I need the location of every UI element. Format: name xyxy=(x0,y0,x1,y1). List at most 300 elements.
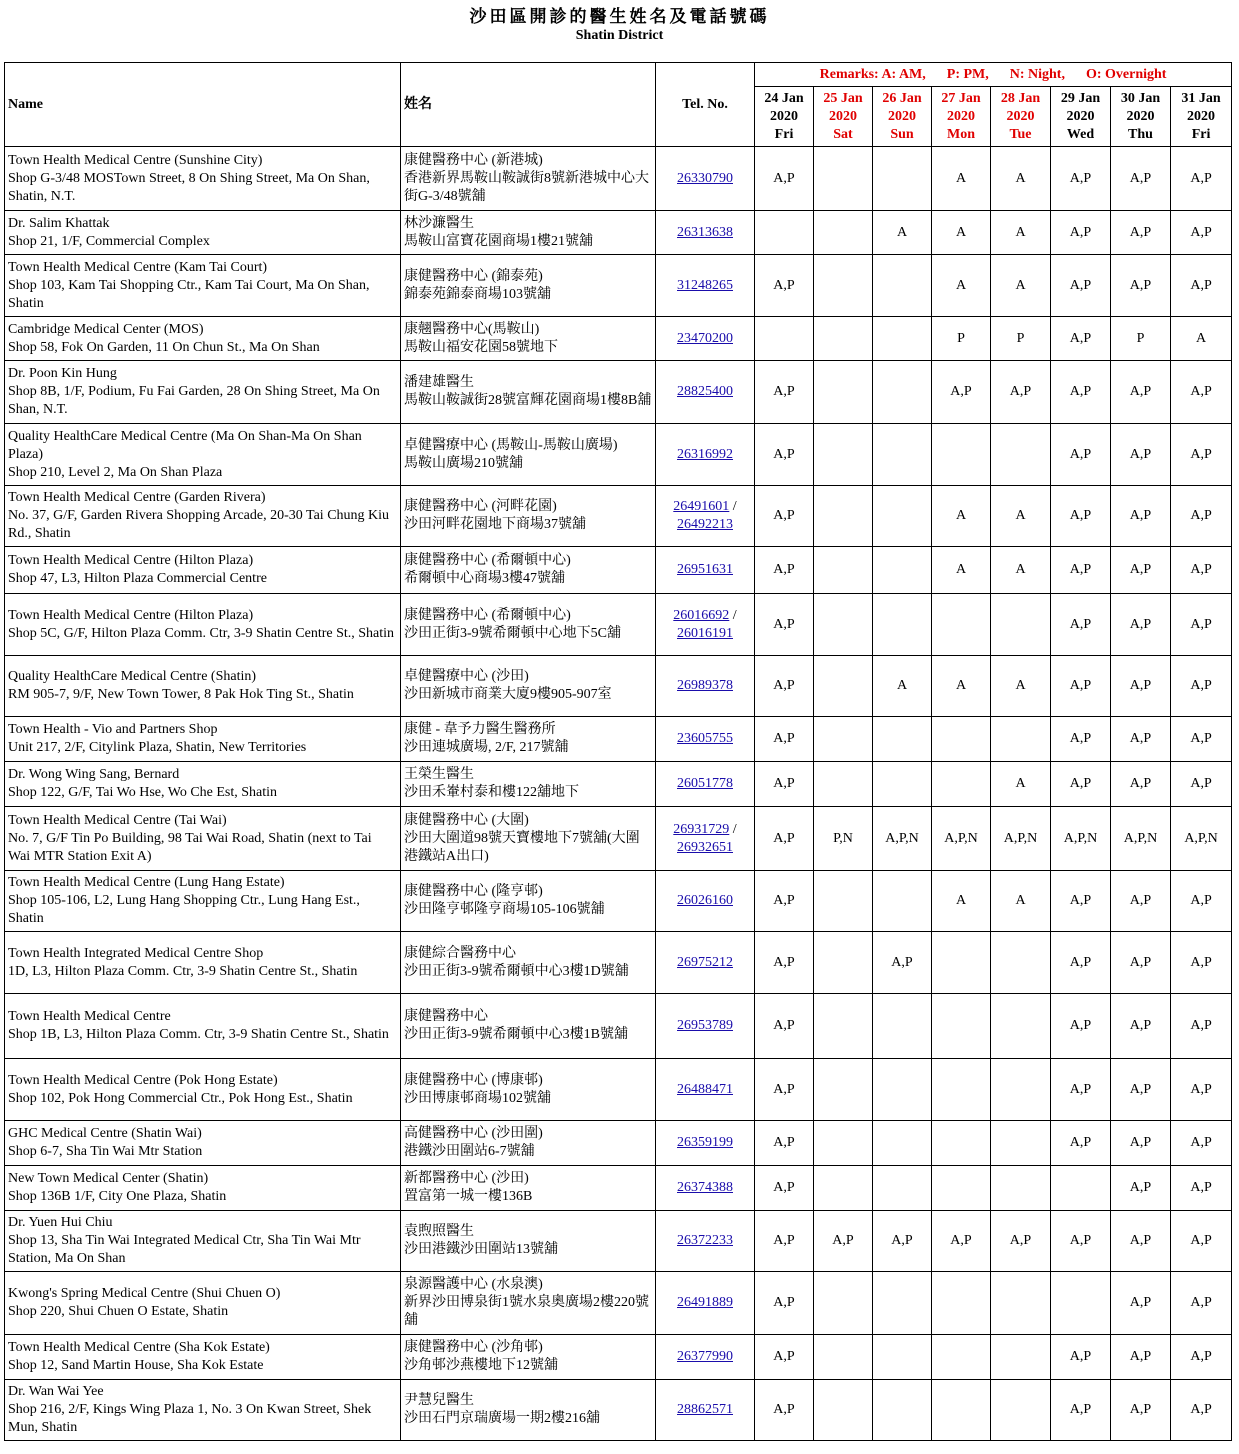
clinic-name: Town Health Medical Centre (Garden Rivera) No. 37, G/F, Garden Rivera Shopping Arcade, 20-30 Tai Chung Kiu Rd., Shatin xyxy=(5,486,401,547)
session-cell xyxy=(814,717,873,762)
session-cell: A,P xyxy=(1171,211,1232,255)
date-header-year: 2020 xyxy=(829,108,857,124)
session-cell xyxy=(814,1380,873,1441)
page-title-en: Shatin District xyxy=(575,28,664,43)
session-cell xyxy=(873,1380,932,1441)
session-cell: A xyxy=(932,656,991,717)
session-cell xyxy=(991,1272,1051,1335)
session-cell: A,P xyxy=(1111,762,1171,807)
clinic-name: Town Health Medical Centre (Pok Hong Estate) Shop 102, Pok Hong Commercial Ctr., Pok Hong Est., Shatin xyxy=(5,1059,401,1121)
date-header-wd: Sat xyxy=(833,126,853,142)
tel-link[interactable]: 26316992 xyxy=(677,446,733,462)
clinic-name: Town Health Integrated Medical Centre Shop 1D, L3, Hilton Plaza Comm. Ctr, 3-9 Shatin Centre St., Shatin xyxy=(5,932,401,994)
clinic-name: Kwong's Spring Medical Centre (Shui Chuen O) Shop 220, Shui Chuen O Estate, Shatin xyxy=(5,1272,401,1335)
session-cell xyxy=(932,594,991,656)
session-cell xyxy=(873,994,932,1059)
session-cell xyxy=(814,361,873,424)
clinic-name-zh: 高健醫務中心 (沙田圍) 港鐵沙田圍站6-7號舖 xyxy=(401,1121,656,1166)
tel-link[interactable]: 26377990 xyxy=(677,1349,733,1364)
date-header-year: 2020 xyxy=(1126,108,1155,124)
clinic-name-zh: 潘建雄醫生 馬鞍山鞍誠街28號富輝花園商場1樓8B舖 xyxy=(401,361,656,424)
session-cell xyxy=(932,1059,991,1121)
tel-link[interactable]: 31248265 xyxy=(677,277,733,293)
clinic-name: Town Health Medical Centre (Tai Wai) No. 7, G/F Tin Po Building, 98 Tai Wai Road, Shatin (next to Tai Wai MTR Station Exit A) xyxy=(5,807,401,871)
session-cell: A,P xyxy=(1051,486,1111,547)
table-row xyxy=(5,424,1232,486)
clinic-name-zh: 康健 - 韋予力醫生醫務所 沙田連城廣場, 2/F, 217號舖 xyxy=(401,717,656,762)
session-cell xyxy=(814,994,873,1059)
clinic-name-zh: 康健醫務中心 (錦泰苑) 錦泰苑錦泰商場103號舖 xyxy=(401,255,656,317)
session-cell: A,P xyxy=(1171,1166,1232,1211)
session-cell xyxy=(814,594,873,656)
session-cell: A,P xyxy=(991,361,1051,424)
session-cell: A,P xyxy=(755,1211,814,1272)
session-cell xyxy=(991,424,1051,486)
clinic-name: Quality HealthCare Medical Centre (Shatin) RM 905-7, 9/F, New Town Tower, 8 Pak Hok Ting St., Shatin xyxy=(5,656,401,717)
session-cell xyxy=(814,871,873,932)
tel-cell xyxy=(656,932,755,994)
clinic-name-zh: 康健醫務中心 (沙角邨) 沙角邨沙燕樓地下12號舖 xyxy=(401,1335,656,1380)
session-cell: A,P xyxy=(814,1211,873,1272)
session-cell: A,P xyxy=(1171,361,1232,424)
tel-cell xyxy=(656,361,755,424)
tel-link[interactable]: 26491889 xyxy=(677,1295,733,1310)
tel-link[interactable]: 26953789 xyxy=(677,1018,733,1033)
session-cell: A,P xyxy=(1171,255,1232,317)
session-cell: A,P xyxy=(1171,1272,1232,1335)
session-cell xyxy=(991,994,1051,1059)
session-cell: A,P xyxy=(1051,424,1111,486)
date-header-year: 2020 xyxy=(1066,108,1095,124)
clinic-name-zh: 康健醫務中心 (博康邨) 沙田博康邨商場102號舖 xyxy=(401,1059,656,1121)
table-row xyxy=(5,1211,1232,1272)
session-cell: A,P xyxy=(1171,717,1232,762)
date-header-wd: Fri xyxy=(774,126,794,142)
date-header-day: 24 Jan xyxy=(764,90,804,106)
date-header-day: 30 Jan xyxy=(1120,90,1161,106)
session-cell xyxy=(873,424,932,486)
session-cell xyxy=(873,717,932,762)
tel-link[interactable]: 26932651 xyxy=(677,839,733,855)
session-cell xyxy=(991,1166,1051,1211)
date-header-day: 25 Jan xyxy=(823,90,863,106)
session-cell: A,P xyxy=(1111,1380,1171,1441)
session-cell: A,P xyxy=(1111,424,1171,486)
session-cell: A xyxy=(932,871,991,932)
session-cell: A,P xyxy=(1171,147,1232,211)
clinic-name-zh: 康健醫務中心 (河畔花園) 沙田河畔花園地下商場37號舖 xyxy=(401,486,656,547)
tel-link[interactable]: 26359199 xyxy=(677,1135,733,1150)
session-cell: A,P xyxy=(1171,1121,1232,1166)
date-header-wd: Thu xyxy=(1128,126,1153,142)
session-cell: A,P xyxy=(1051,656,1111,717)
date-header-wd: Tue xyxy=(1009,126,1032,142)
date-header-year: 2020 xyxy=(947,108,975,124)
tel-cell xyxy=(656,255,755,317)
tel-cell xyxy=(656,871,755,932)
table-row xyxy=(5,486,1232,547)
session-cell xyxy=(873,762,932,807)
session-cell: A,P xyxy=(755,547,814,594)
session-cell xyxy=(932,1272,991,1335)
session-cell: A,P xyxy=(1111,1121,1171,1166)
session-cell xyxy=(814,147,873,211)
table-row xyxy=(5,1335,1232,1380)
date-header xyxy=(1171,87,1232,147)
session-cell: P,N xyxy=(814,807,873,871)
session-cell xyxy=(873,871,932,932)
session-cell: A xyxy=(991,762,1051,807)
table-row xyxy=(5,1059,1232,1121)
date-header-wd: Wed xyxy=(1066,126,1095,142)
tel-cell xyxy=(656,762,755,807)
session-cell: A,P xyxy=(1171,1335,1232,1380)
clinic-name: Town Health Medical Centre (Hilton Plaza) Shop 47, L3, Hilton Plaza Commercial Centre xyxy=(5,547,401,594)
session-cell: P xyxy=(991,317,1051,361)
clinic-name: Dr. Wong Wing Sang, Bernard Shop 122, G/F, Tai Wo Hse, Wo Che Est, Shatin xyxy=(5,762,401,807)
session-cell: A,P xyxy=(1051,1211,1111,1272)
tel-link[interactable]: 26931729 xyxy=(673,821,730,837)
date-header-day: 27 Jan xyxy=(941,90,981,106)
session-cell: A,P xyxy=(1051,361,1111,424)
tel-cell xyxy=(656,1380,755,1441)
tel-cell xyxy=(656,1211,755,1272)
session-cell: P xyxy=(1111,317,1171,361)
tel-link[interactable]: 26016191 xyxy=(677,625,733,641)
session-cell: A,P xyxy=(1051,871,1111,932)
session-cell xyxy=(873,147,932,211)
tel-cell xyxy=(656,1059,755,1121)
date-header xyxy=(814,87,873,147)
column-header-name-zh: 姓名 xyxy=(401,63,656,147)
session-cell xyxy=(814,762,873,807)
date-header xyxy=(1051,87,1111,147)
clinic-name: Town Health Medical Centre (Lung Hang Estate) Shop 105-106, L2, Lung Hang Shopping Ctr., Lung Hang Est., Shatin xyxy=(5,871,401,932)
tel-cell xyxy=(656,656,755,717)
table-row xyxy=(5,762,1232,807)
session-cell: A xyxy=(991,547,1051,594)
clinic-name-zh: 康健醫務中心 沙田正街3-9號希爾頓中心3樓1B號舖 xyxy=(401,994,656,1059)
session-cell xyxy=(814,656,873,717)
tel-link[interactable]: 26372233 xyxy=(677,1233,733,1248)
table-row xyxy=(5,211,1232,255)
tel-link[interactable]: 26951631 xyxy=(677,562,733,577)
tel-link[interactable]: 28862571 xyxy=(677,1402,733,1417)
session-cell: A,P xyxy=(1051,717,1111,762)
tel-cell xyxy=(656,994,755,1059)
clinic-name-zh: 袁煦照醫生 沙田港鐵沙田圍站13號舖 xyxy=(401,1211,656,1272)
session-cell: A xyxy=(991,211,1051,255)
table-row xyxy=(5,317,1232,361)
table-row xyxy=(5,807,1232,871)
clinic-name-zh: 卓健醫療中心 (馬鞍山-馬鞍山廣場) 馬鞍山廣場210號舖 xyxy=(401,424,656,486)
session-cell: A,P xyxy=(755,994,814,1059)
session-cell: A,P xyxy=(1051,147,1111,211)
session-cell xyxy=(814,317,873,361)
column-header-name: Name xyxy=(5,63,401,147)
clinic-name-zh: 康健醫務中心 (大圍) 沙田大圍道98號天寶樓地下7號舖(大圍港鐵站A出口) xyxy=(401,807,656,871)
session-cell: P xyxy=(932,317,991,361)
clinic-name-zh: 泉源醫護中心 (水泉澳) 新界沙田博泉街1號水泉奧廣場2樓220號舖 xyxy=(401,1272,656,1335)
session-cell: A,P xyxy=(755,424,814,486)
tel-cell xyxy=(656,1272,755,1335)
session-cell xyxy=(932,1380,991,1441)
tel-link[interactable]: 26330790 xyxy=(677,170,733,186)
session-cell xyxy=(873,1166,932,1211)
session-cell: A,P xyxy=(755,361,814,424)
session-cell: A xyxy=(991,656,1051,717)
clinic-name-zh: 康健醫務中心 (隆亨邨) 沙田隆亨邨隆亨商場105-106號舖 xyxy=(401,871,656,932)
clinic-name: Town Health Medical Centre (Sunshine City) Shop G-3/48 MOSTown Street, 8 On Shing Street, Ma On Shan, Shatin, N.T. xyxy=(5,147,401,211)
session-cell: A,P xyxy=(1051,547,1111,594)
session-cell xyxy=(873,594,932,656)
tel-link[interactable]: 26975212 xyxy=(677,954,733,970)
session-cell: A,P xyxy=(1111,1059,1171,1121)
tel-cell: 26016692 / 26016191 xyxy=(656,594,755,656)
table-row xyxy=(5,656,1232,717)
session-cell: A,P xyxy=(1171,656,1232,717)
tel-link[interactable]: 26491601 xyxy=(673,499,730,514)
tel-cell xyxy=(656,717,755,762)
table-row xyxy=(5,994,1232,1059)
tel-link[interactable]: 26313638 xyxy=(677,224,733,240)
session-cell: A,P xyxy=(1171,994,1232,1059)
session-cell: A,P xyxy=(755,871,814,932)
tel-cell xyxy=(656,1166,755,1211)
session-cell xyxy=(873,1121,932,1166)
session-cell xyxy=(814,424,873,486)
session-cell: A,P xyxy=(1111,994,1171,1059)
clinic-name: Town Health - Vio and Partners Shop Unit 217, 2/F, Citylink Plaza, Shatin, New Territories xyxy=(5,717,401,762)
session-cell: A,P xyxy=(1171,1380,1232,1441)
session-cell xyxy=(814,547,873,594)
clinic-name: Town Health Medical Centre Shop 1B, L3, Hilton Plaza Comm. Ctr, 3-9 Shatin Centre St., Shatin xyxy=(5,994,401,1059)
tel-link[interactable]: 23470200 xyxy=(677,330,733,346)
session-cell: A,P,N xyxy=(1171,807,1232,871)
clinic-name-zh: 卓健醫療中心 (沙田) 沙田新城市商業大廈9樓905-907室 xyxy=(401,656,656,717)
session-cell: A,P xyxy=(1111,1211,1171,1272)
tel-cell xyxy=(656,547,755,594)
tel-cell xyxy=(656,1335,755,1380)
session-cell: A,P xyxy=(1051,932,1111,994)
session-cell: A,P xyxy=(1171,547,1232,594)
tel-cell xyxy=(656,317,755,361)
date-header-year: 2020 xyxy=(770,108,798,124)
session-cell: A,P xyxy=(1051,255,1111,317)
session-cell: A xyxy=(991,147,1051,211)
session-cell xyxy=(873,1272,932,1335)
session-cell: A,P xyxy=(932,1211,991,1272)
date-header-day: 29 Jan xyxy=(1060,90,1101,106)
date-header xyxy=(1111,87,1171,147)
session-cell: A,P xyxy=(1051,1059,1111,1121)
session-cell: A,P xyxy=(755,147,814,211)
table-row xyxy=(5,361,1232,424)
session-cell: A,P xyxy=(1051,211,1111,255)
date-header-day: 26 Jan xyxy=(882,90,922,106)
session-cell xyxy=(873,317,932,361)
date-header-wd: Sun xyxy=(890,126,914,142)
session-cell: A xyxy=(873,211,932,255)
session-cell xyxy=(991,1121,1051,1166)
tel-link[interactable]: 26026160 xyxy=(677,893,733,908)
clinic-name-zh: 新都醫務中心 (沙田) 置富第一城一樓136B xyxy=(401,1166,656,1211)
session-cell: A xyxy=(1171,317,1232,361)
session-cell: A,P xyxy=(1111,547,1171,594)
session-cell: A,P,N xyxy=(991,807,1051,871)
clinic-name: GHC Medical Centre (Shatin Wai) Shop 6-7, Sha Tin Wai Mtr Station xyxy=(5,1121,401,1166)
session-cell: A,P xyxy=(1111,1166,1171,1211)
date-header xyxy=(991,87,1051,147)
date-header-day: 28 Jan xyxy=(1000,90,1041,106)
session-cell: A,P xyxy=(1111,656,1171,717)
date-header-year: 2020 xyxy=(888,108,916,124)
tel-link[interactable]: 26016692 xyxy=(673,607,730,623)
session-cell: A xyxy=(991,486,1051,547)
date-header xyxy=(873,87,932,147)
page-header xyxy=(0,0,1239,52)
session-cell: A,P,N xyxy=(1051,807,1111,871)
table-row xyxy=(5,594,1232,656)
session-cell: A,P xyxy=(1171,486,1232,547)
session-cell: A xyxy=(932,147,991,211)
session-cell xyxy=(991,1335,1051,1380)
session-cell: A,P xyxy=(1171,1211,1232,1272)
session-cell: A,P xyxy=(755,1166,814,1211)
session-cell: A,P xyxy=(1051,1121,1111,1166)
table-row xyxy=(5,147,1232,211)
table-row xyxy=(5,1121,1232,1166)
session-cell: A,P xyxy=(1111,932,1171,994)
session-cell: A xyxy=(932,486,991,547)
clinic-name-zh: 林沙濂醫生 馬鞍山富寶花園商場1樓21號舖 xyxy=(401,211,656,255)
tel-cell xyxy=(656,147,755,211)
session-cell xyxy=(932,1335,991,1380)
session-cell: A,P xyxy=(1051,994,1111,1059)
session-cell: A,P xyxy=(1111,486,1171,547)
session-cell: A,P xyxy=(1051,1380,1111,1441)
session-cell: A,P xyxy=(755,255,814,317)
session-cell: A,P xyxy=(1051,594,1111,656)
session-cell xyxy=(991,594,1051,656)
tel-link[interactable]: 26989378 xyxy=(677,678,733,693)
session-cell: A,P xyxy=(1111,1272,1171,1335)
clinic-name-zh: 康健醫務中心 (希爾頓中心) 希爾頓中心商場3樓47號舖 xyxy=(401,547,656,594)
table-row xyxy=(5,717,1232,762)
session-cell xyxy=(814,211,873,255)
session-cell: A,P xyxy=(1111,255,1171,317)
session-cell: A xyxy=(873,656,932,717)
session-cell xyxy=(814,1335,873,1380)
session-cell: A,P xyxy=(755,762,814,807)
session-cell: A,P xyxy=(755,932,814,994)
session-cell: A,P xyxy=(1111,871,1171,932)
session-cell: A,P xyxy=(1051,762,1111,807)
session-cell: A xyxy=(932,547,991,594)
session-cell xyxy=(873,1335,932,1380)
session-cell: A,P xyxy=(991,1211,1051,1272)
session-cell xyxy=(873,255,932,317)
session-cell xyxy=(814,486,873,547)
session-cell: A,P xyxy=(755,807,814,871)
clinic-name: Town Health Medical Centre (Sha Kok Estate) Shop 12, Sand Martin House, Sha Kok Estate xyxy=(5,1335,401,1380)
session-cell xyxy=(755,317,814,361)
session-cell: A,P xyxy=(932,361,991,424)
remarks-legend: Remarks: A: AM, P: PM, N: Night, O: Overnight xyxy=(755,63,1232,87)
table-row xyxy=(5,1272,1232,1335)
session-cell: A,P xyxy=(755,1272,814,1335)
tel-link[interactable]: 28825400 xyxy=(677,384,733,399)
session-cell xyxy=(873,486,932,547)
clinic-name: Quality HealthCare Medical Centre (Ma On Shan-Ma On Shan Plaza) Shop 210, Level 2, Ma On Shan Plaza xyxy=(5,424,401,486)
tel-link[interactable]: 23605755 xyxy=(677,731,733,746)
clinic-name: Dr. Yuen Hui Chiu Shop 13, Sha Tin Wai Integrated Medical Ctr, Sha Tin Wai Mtr Station, Ma On Shan xyxy=(5,1211,401,1272)
session-cell: A,P xyxy=(1171,871,1232,932)
session-cell: A,P xyxy=(1111,594,1171,656)
session-cell xyxy=(991,717,1051,762)
session-cell xyxy=(873,547,932,594)
session-cell xyxy=(932,1166,991,1211)
session-cell: A,P xyxy=(755,1059,814,1121)
clinic-name: Town Health Medical Centre (Kam Tai Court) Shop 103, Kam Tai Shopping Ctr., Kam Tai Court, Ma On Shan, Shatin xyxy=(5,255,401,317)
tel-cell: 26491601 / 26492213 xyxy=(656,486,755,547)
date-header xyxy=(932,87,991,147)
session-cell: A,P xyxy=(1171,594,1232,656)
session-cell xyxy=(814,932,873,994)
table-row xyxy=(5,547,1232,594)
session-cell: A,P xyxy=(1051,317,1111,361)
clinic-table xyxy=(4,62,1232,1441)
session-cell xyxy=(873,1059,932,1121)
session-cell: A,P xyxy=(1111,717,1171,762)
table-row xyxy=(5,932,1232,994)
session-cell xyxy=(755,211,814,255)
session-cell xyxy=(814,1059,873,1121)
session-cell: A xyxy=(991,871,1051,932)
session-cell: A,P xyxy=(755,594,814,656)
tel-cell xyxy=(656,1121,755,1166)
session-cell: A xyxy=(932,211,991,255)
session-cell: A,P xyxy=(755,486,814,547)
tel-link[interactable]: 26492213 xyxy=(677,517,733,532)
session-cell: A,P xyxy=(755,717,814,762)
session-cell: A,P xyxy=(1171,424,1232,486)
session-cell xyxy=(932,424,991,486)
table-row xyxy=(5,1380,1232,1441)
session-cell xyxy=(1051,1272,1111,1335)
date-header xyxy=(755,87,814,147)
tel-link[interactable]: 26374388 xyxy=(677,1180,733,1195)
clinic-name-zh: 尹慧兒醫生 沙田石門京瑞廣場一期2樓216舖 xyxy=(401,1380,656,1441)
session-cell: A,P xyxy=(1171,932,1232,994)
clinic-name: Dr. Wan Wai Yee Shop 216, 2/F, Kings Wing Plaza 1, No. 3 On Kwan Street, Shek Mun, Shatin xyxy=(5,1380,401,1441)
date-header-day: 31 Jan xyxy=(1181,90,1221,106)
session-cell xyxy=(991,1059,1051,1121)
session-cell: A,P xyxy=(1111,361,1171,424)
table-row xyxy=(5,1166,1232,1211)
table-row xyxy=(5,871,1232,932)
session-cell: A,P xyxy=(1111,211,1171,255)
clinic-name-zh: 王榮生醫生 沙田禾輋村泰和樓122舖地下 xyxy=(401,762,656,807)
tel-link[interactable]: 26488471 xyxy=(677,1081,733,1097)
session-cell xyxy=(814,1166,873,1211)
session-cell xyxy=(991,932,1051,994)
tel-link[interactable]: 26051778 xyxy=(677,776,733,791)
session-cell xyxy=(873,361,932,424)
session-cell: A xyxy=(991,255,1051,317)
session-cell: A,P xyxy=(873,932,932,994)
session-cell xyxy=(932,932,991,994)
